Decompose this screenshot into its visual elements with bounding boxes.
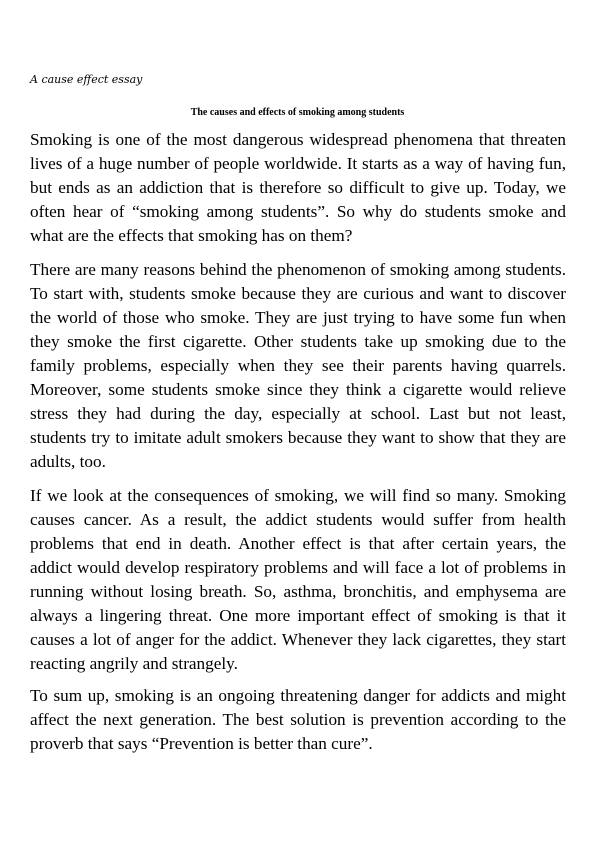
paragraph-introduction: Smoking is one of the most dangerous widespread phenomena that threaten lives of a huge number of people worldwide. It starts as a way of having fun, but ends as an addiction that is therefore so difficult to give up. Today, we often hear of “smoking among students”. So why do students smoke and what are the effects that smoking has on them? (30, 130, 566, 245)
paragraph-effects: If we look at the consequences of smoking, we will find so many. Smoking causes cancer. As a result, the addict students would suffer from health problems that end in death. Another effect is that after certain years, the addict would develop respiratory problems and will face a lot of problems in running without losing breath. So, asthma, bronchitis, and emphysema are always a lingering threat. One more important effect of smoking is that it causes a lot of anger for the addict. Whenever they lack cigarettes, they start reacting angrily and strangely. (30, 486, 566, 673)
essay-type-label: A cause effect essay (30, 73, 143, 86)
paragraph-causes: There are many reasons behind the phenomenon of smoking among students. To start with, students smoke because they are curious and want to discover the world of those who smoke. They are just trying to have some fun when they smoke the first cigarette. Other students take up smoking due to the family problems, especially when they see their parents having quarrels. Moreover, some students smoke since they think a cigarette would relieve stress they had during the day, especially at school. Last but not least, students try to imitate adult smokers because they want to show that they are adults, too. (30, 260, 566, 471)
essay-title: The causes and effects of smoking among students (190, 107, 405, 118)
paragraph-conclusion: To sum up, smoking is an ongoing threatening danger for addicts and might affect the next generation. The best solution is prevention according to the proverb that says “Prevention is better than cure”. (30, 686, 566, 753)
